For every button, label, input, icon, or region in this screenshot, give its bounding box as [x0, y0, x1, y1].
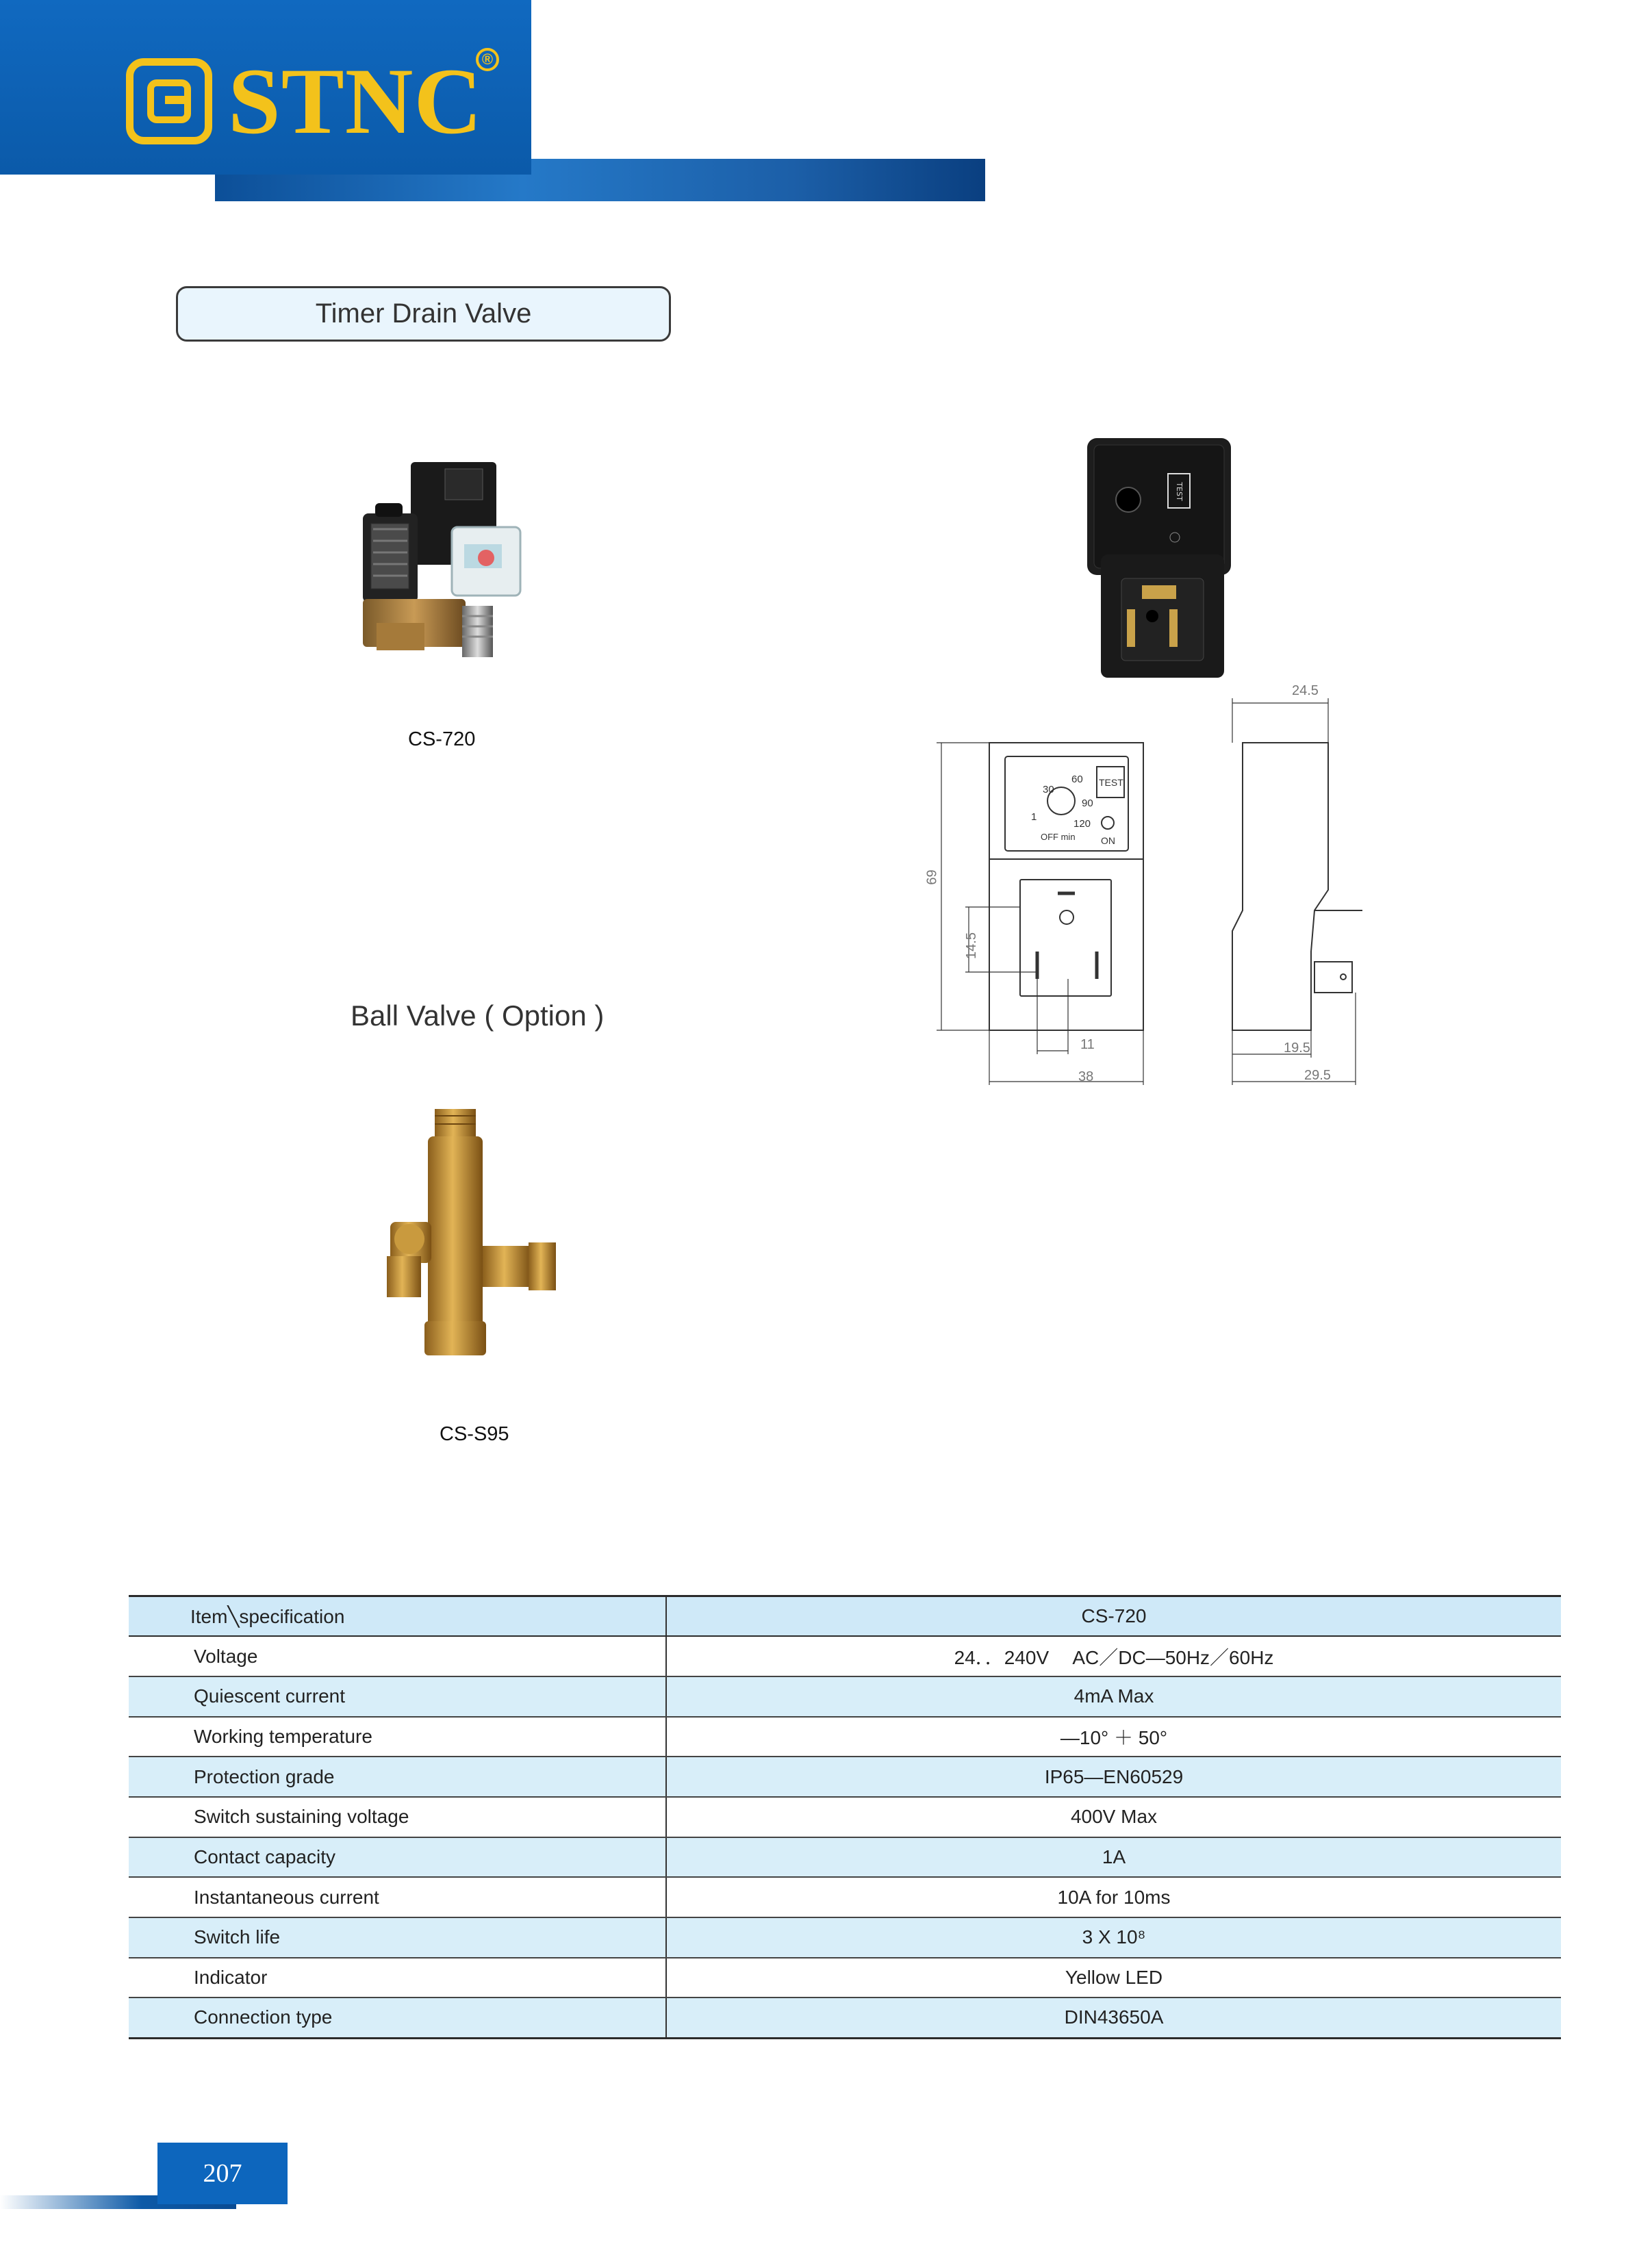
- dial-label-120: 120: [1073, 818, 1091, 830]
- row-value: 10A for 10ms: [666, 1877, 1561, 1917]
- row-item: Connection type: [129, 1998, 666, 2038]
- row-value: 3 X 10⁸: [666, 1917, 1561, 1958]
- dial-label-60: 60: [1071, 774, 1083, 785]
- section-title: Timer Drain Valve: [176, 286, 671, 342]
- cs-720-caption: CS-720: [408, 728, 476, 750]
- dial-label-90: 90: [1082, 797, 1093, 809]
- row-value: Yellow LED: [666, 1958, 1561, 1998]
- svg-text:TEST: TEST: [1175, 482, 1184, 501]
- table-row: [129, 1717, 1561, 1757]
- cs-s95-ball-valve-image: [383, 1102, 568, 1369]
- header-model: CS-720: [666, 1596, 1561, 1637]
- dim-side-top: 24.5: [1292, 683, 1319, 698]
- on-label: ON: [1101, 835, 1115, 846]
- row-item: Protection grade: [129, 1757, 666, 1797]
- dim-width: 38: [1078, 1069, 1094, 1084]
- row-item: Switch sustaining voltage: [129, 1797, 666, 1837]
- test-label: TEST: [1099, 777, 1123, 788]
- table-row: [129, 1998, 1561, 2038]
- brand-name: STNC: [228, 49, 483, 153]
- header-item: Item╲specification: [129, 1596, 666, 1637]
- table-row: [129, 1757, 1561, 1797]
- table-header-row: [129, 1596, 1561, 1637]
- row-value: IP65—EN60529: [666, 1757, 1561, 1797]
- cs-720-valve-image: [349, 448, 555, 674]
- row-value: 400V Max: [666, 1797, 1561, 1837]
- table-row: [129, 1676, 1561, 1717]
- spec-table: [129, 1595, 1561, 2039]
- row-value: —10° ＋ 50°: [666, 1717, 1561, 1757]
- table-row: [129, 1636, 1561, 1676]
- row-item: Contact capacity: [129, 1837, 666, 1878]
- dim-pin-height: 14.5: [963, 932, 979, 959]
- timer-module-image: [1073, 431, 1245, 685]
- row-item: Indicator: [129, 1958, 666, 1998]
- table-row: [129, 1877, 1561, 1917]
- dim-height: 69: [924, 869, 940, 885]
- dimension-drawing: [917, 685, 1410, 1116]
- row-value: 4mA Max: [666, 1676, 1561, 1717]
- row-item: Quiescent current: [129, 1676, 666, 1717]
- dim-side-outer: 29.5: [1304, 1068, 1331, 1083]
- row-value: 24．．240V AC／DC—50Hz／60Hz: [666, 1636, 1561, 1676]
- table-row: [129, 1837, 1561, 1878]
- dial-label-1: 1: [1031, 811, 1037, 823]
- row-item: Voltage: [129, 1636, 666, 1676]
- dial-label-30: 30: [1043, 784, 1054, 795]
- ball-valve-title: Ball Valve ( Option ): [351, 999, 605, 1032]
- table-row: [129, 1797, 1561, 1837]
- dial-label-off: OFF min: [1041, 832, 1076, 842]
- cs-s95-caption: CS-S95: [440, 1423, 509, 1445]
- registered-mark: ®: [476, 48, 499, 71]
- dim-side-inner: 19.5: [1284, 1041, 1310, 1056]
- logo-icon: [126, 58, 212, 144]
- table-row: [129, 1917, 1561, 1958]
- row-item: Working temperature: [129, 1717, 666, 1757]
- row-item: Instantaneous current: [129, 1877, 666, 1917]
- dim-pin-pitch: 11: [1080, 1037, 1095, 1052]
- row-item: Switch life: [129, 1917, 666, 1958]
- table-row: [129, 1958, 1561, 1998]
- row-value: 1A: [666, 1837, 1561, 1878]
- page-number: 207: [157, 2143, 288, 2204]
- row-value: DIN43650A: [666, 1998, 1561, 2038]
